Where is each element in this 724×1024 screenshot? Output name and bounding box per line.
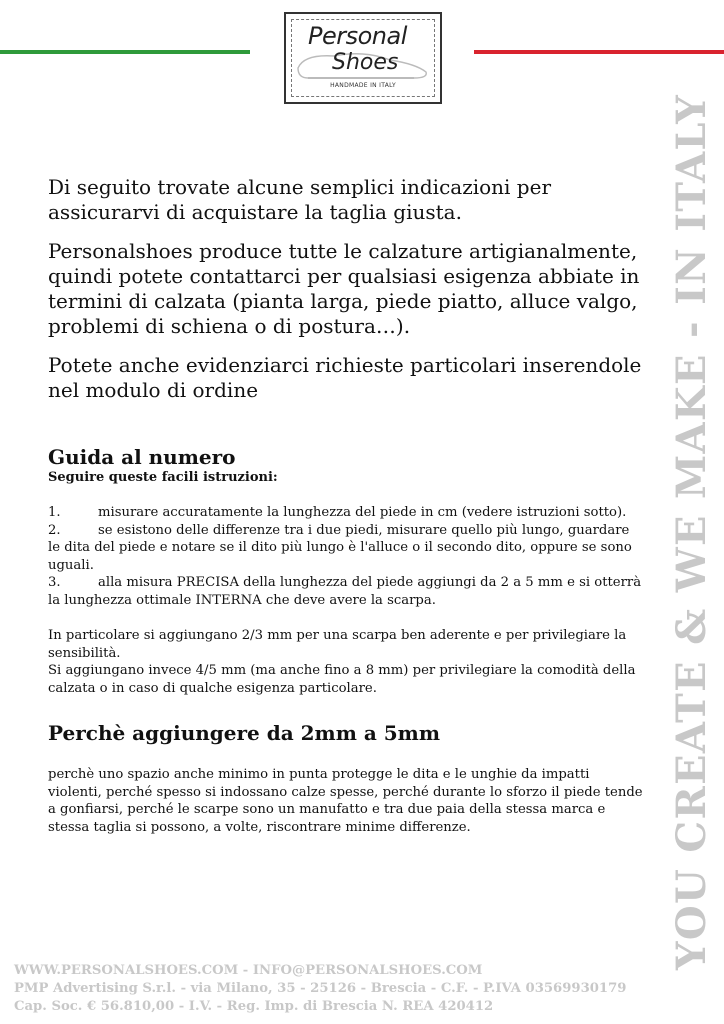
size-guide-section xyxy=(48,445,644,697)
intro-paragraph-2: Personalshoes produce tutte le calzature artigianalmente, quindi potete contattarci per qualsiasi esigenza abbiate in termini di calzata (pianta larga, piede piatto, alluce valgo, problemi di schiena o di postura…). xyxy=(48,239,640,338)
list-item-number: 1. xyxy=(48,505,61,520)
italian-flag-red-stripe xyxy=(474,50,724,54)
why-title: Perchè aggiungere da 2mm a 5mm xyxy=(48,721,440,745)
logo-word-personal: Personal xyxy=(308,22,407,50)
footer-company-address: PMP Advertising S.r.l. - via Milano, 35 - 25126 - Brescia - C.F. - P.IVA 03569930179 xyxy=(14,981,627,996)
intro-paragraph-1: Di seguito trovate alcune semplici indicazioni per assicurarvi di acquistare la taglia giusta. xyxy=(48,175,551,224)
list-item-text: alla misura PRECISA della lunghezza del piede aggiungi da 2 a 5 mm e si otterrà la lunghezza ottimale INTERNA che deve avere la scarpa. xyxy=(48,575,642,608)
size-guide-subtitle: Seguire queste facili istruzioni: xyxy=(48,470,278,485)
personal-shoes-logo xyxy=(284,12,442,104)
guide-paragraph-2: Si aggiungano invece 4/5 mm (ma anche fino a 8 mm) per privilegiare la comodità della calzata o in caso di qualche esigenza particolare. xyxy=(48,663,636,696)
footer-website-email: WWW.PERSONALSHOES.COM - INFO@PERSONALSHOES.COM xyxy=(14,963,483,978)
guide-paragraph-1: In particolare si aggiungano 2/3 mm per una scarpa ben aderente e per privilegiare la sensibilità. xyxy=(48,628,627,661)
why-text: perchè uno spazio anche minimo in punta protegge le dita e le unghie da impatti violenti, perché spesso si indossano calze spesse, perché durante lo sforzo il piede tende a gonfiarsi, perché le scarpe sono un manufatto e tra due paia della stessa marca e stessa taglia si possono, a volte, riscontrare minime differenze. xyxy=(48,767,643,835)
list-item xyxy=(48,522,644,575)
italian-flag-green-stripe xyxy=(0,50,250,54)
footer-registration: Cap. Soc. € 56.810,00 - I.V. - Reg. Imp. di Brescia N. REA 420412 xyxy=(14,999,494,1014)
logo-word-shoes: Shoes xyxy=(332,50,399,75)
footer xyxy=(14,962,634,1016)
intro-paragraph-3: Potete anche evidenziarci richieste particolari inserendole nel modulo di ordine xyxy=(48,353,642,402)
list-item xyxy=(48,504,644,522)
intro-section xyxy=(48,175,648,417)
list-item-number: 2. xyxy=(48,522,61,538)
list-item xyxy=(48,574,644,609)
logo-tagline: HANDMADE IN ITALY xyxy=(330,82,396,89)
side-slogan: YOU CREATE & WE MAKE - IN ITALY xyxy=(668,93,715,970)
size-guide-title: Guida al numero xyxy=(48,445,236,469)
list-item-text: misurare accuratamente la lunghezza del piede in cm (vedere istruzioni sotto). xyxy=(98,505,627,520)
list-item-text: se esistono delle differenze tra i due piedi, misurare quello più lungo, guardare le dita del piede e notare se il dito più lungo è l'alluce o il secondo dito, oppure se sono uguali. xyxy=(48,522,632,573)
list-item-number: 3. xyxy=(48,575,61,590)
why-section xyxy=(48,720,644,836)
